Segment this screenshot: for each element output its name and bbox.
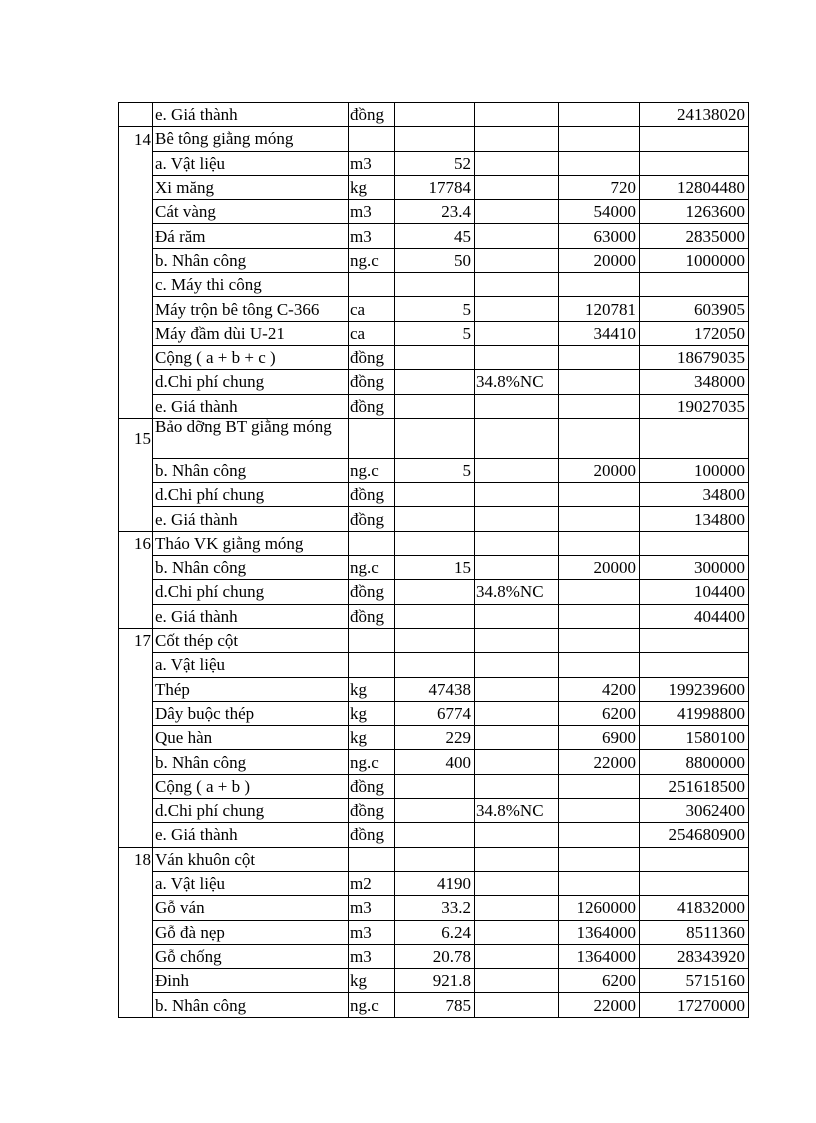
- amount-cell: [640, 127, 749, 151]
- amount-cell: 2835000: [640, 224, 749, 248]
- unit-cell: ng.c: [349, 458, 395, 482]
- item-name-cell: a. Vật liệu: [153, 653, 349, 677]
- amount-cell: [640, 847, 749, 871]
- quantity-cell: 6774: [395, 701, 475, 725]
- unit-cell: ng.c: [349, 993, 395, 1017]
- table-row: [119, 458, 749, 482]
- amount-cell: 172050: [640, 321, 749, 345]
- amount-cell: 104400: [640, 580, 749, 604]
- amount-cell: [640, 653, 749, 677]
- table-row: [119, 248, 749, 272]
- unit-price-cell: [559, 871, 640, 895]
- quantity-cell: [395, 370, 475, 394]
- table-row: [119, 677, 749, 701]
- norm-cell: [475, 944, 559, 968]
- table-row: [119, 151, 749, 175]
- norm-cell: [475, 224, 559, 248]
- norm-cell: [475, 556, 559, 580]
- table-body: [119, 103, 749, 1018]
- item-name-cell: Đá răm: [153, 224, 349, 248]
- table-row: [119, 297, 749, 321]
- item-name-cell: Tháo VK giằng móng: [153, 531, 349, 555]
- norm-cell: 34.8%NC: [475, 799, 559, 823]
- norm-cell: [475, 726, 559, 750]
- amount-cell: 348000: [640, 370, 749, 394]
- unit-cell: ca: [349, 321, 395, 345]
- quantity-cell: [395, 273, 475, 297]
- unit-cell: m2: [349, 871, 395, 895]
- quantity-cell: 33.2: [395, 896, 475, 920]
- unit-price-cell: 1364000: [559, 944, 640, 968]
- item-name-cell: Cát vàng: [153, 200, 349, 224]
- unit-cell: [349, 127, 395, 151]
- item-number-cell: [119, 604, 153, 628]
- table-row: [119, 920, 749, 944]
- table-row: [119, 224, 749, 248]
- item-name-cell: e. Giá thành: [153, 823, 349, 847]
- item-number-cell: [119, 248, 153, 272]
- item-number-cell: [119, 920, 153, 944]
- item-name-cell: Xi măng: [153, 175, 349, 199]
- quantity-cell: 17784: [395, 175, 475, 199]
- quantity-cell: [395, 418, 475, 458]
- norm-cell: [475, 847, 559, 871]
- unit-cell: kg: [349, 701, 395, 725]
- unit-cell: ng.c: [349, 556, 395, 580]
- unit-price-cell: 22000: [559, 993, 640, 1017]
- item-number-cell: [119, 458, 153, 482]
- quantity-cell: 921.8: [395, 969, 475, 993]
- item-name-cell: Gỗ đà nẹp: [153, 920, 349, 944]
- quantity-cell: [395, 628, 475, 652]
- table-row: [119, 993, 749, 1017]
- item-number-cell: [119, 774, 153, 798]
- item-name-cell: Đinh: [153, 969, 349, 993]
- unit-price-cell: [559, 394, 640, 418]
- table-row: [119, 871, 749, 895]
- unit-cell: [349, 847, 395, 871]
- item-number-cell: 16: [119, 531, 153, 555]
- amount-cell: 300000: [640, 556, 749, 580]
- quantity-cell: 47438: [395, 677, 475, 701]
- item-number-cell: [119, 750, 153, 774]
- amount-cell: [640, 273, 749, 297]
- item-name-cell: Que hàn: [153, 726, 349, 750]
- norm-cell: 34.8%NC: [475, 580, 559, 604]
- unit-cell: đồng: [349, 823, 395, 847]
- table-row: [119, 726, 749, 750]
- unit-price-cell: 1260000: [559, 896, 640, 920]
- amount-cell: 41998800: [640, 701, 749, 725]
- amount-cell: 254680900: [640, 823, 749, 847]
- amount-cell: 404400: [640, 604, 749, 628]
- quantity-cell: 5: [395, 458, 475, 482]
- norm-cell: [475, 248, 559, 272]
- table-row: [119, 896, 749, 920]
- table-row: [119, 799, 749, 823]
- item-number-cell: [119, 175, 153, 199]
- item-name-cell: b. Nhân công: [153, 458, 349, 482]
- amount-cell: 34800: [640, 483, 749, 507]
- unit-price-cell: 20000: [559, 458, 640, 482]
- unit-cell: đồng: [349, 394, 395, 418]
- amount-cell: 41832000: [640, 896, 749, 920]
- quantity-cell: [395, 847, 475, 871]
- table-row: [119, 628, 749, 652]
- norm-cell: [475, 103, 559, 127]
- norm-cell: [475, 175, 559, 199]
- unit-price-cell: 34410: [559, 321, 640, 345]
- unit-price-cell: [559, 799, 640, 823]
- unit-cell: ng.c: [349, 750, 395, 774]
- unit-price-cell: [559, 823, 640, 847]
- table-row: [119, 127, 749, 151]
- unit-cell: ng.c: [349, 248, 395, 272]
- amount-cell: 24138020: [640, 103, 749, 127]
- unit-price-cell: [559, 847, 640, 871]
- amount-cell: 1263600: [640, 200, 749, 224]
- item-number-cell: [119, 726, 153, 750]
- table-row: [119, 969, 749, 993]
- quantity-cell: 6.24: [395, 920, 475, 944]
- table-row: [119, 556, 749, 580]
- amount-cell: 199239600: [640, 677, 749, 701]
- norm-cell: [475, 969, 559, 993]
- quantity-cell: 20.78: [395, 944, 475, 968]
- norm-cell: [475, 394, 559, 418]
- norm-cell: [475, 418, 559, 458]
- amount-cell: 17270000: [640, 993, 749, 1017]
- quantity-cell: 45: [395, 224, 475, 248]
- item-number-cell: [119, 297, 153, 321]
- item-number-cell: [119, 151, 153, 175]
- unit-price-cell: 1364000: [559, 920, 640, 944]
- unit-cell: ca: [349, 297, 395, 321]
- item-name-cell: Cốt thép cột: [153, 628, 349, 652]
- item-name-cell: Gỗ chống: [153, 944, 349, 968]
- norm-cell: [475, 920, 559, 944]
- quantity-cell: [395, 507, 475, 531]
- item-name-cell: b. Nhân công: [153, 248, 349, 272]
- item-number-cell: [119, 701, 153, 725]
- unit-price-cell: 6200: [559, 969, 640, 993]
- unit-cell: [349, 628, 395, 652]
- cost-estimate-table: [118, 102, 749, 1018]
- unit-cell: m3: [349, 200, 395, 224]
- norm-cell: [475, 127, 559, 151]
- amount-cell: 19027035: [640, 394, 749, 418]
- table-row: [119, 774, 749, 798]
- item-name-cell: a. Vật liệu: [153, 151, 349, 175]
- table-row: [119, 321, 749, 345]
- amount-cell: [640, 628, 749, 652]
- table-row: [119, 200, 749, 224]
- item-number-cell: [119, 483, 153, 507]
- unit-cell: m3: [349, 920, 395, 944]
- item-name-cell: Thép: [153, 677, 349, 701]
- table-row: [119, 653, 749, 677]
- amount-cell: 1580100: [640, 726, 749, 750]
- unit-price-cell: [559, 653, 640, 677]
- item-name-cell: e. Giá thành: [153, 507, 349, 531]
- unit-price-cell: 6900: [559, 726, 640, 750]
- norm-cell: [475, 871, 559, 895]
- item-name-cell: Cộng ( a + b ): [153, 774, 349, 798]
- unit-cell: kg: [349, 726, 395, 750]
- unit-cell: đồng: [349, 370, 395, 394]
- quantity-cell: 4190: [395, 871, 475, 895]
- norm-cell: [475, 151, 559, 175]
- table-row: [119, 944, 749, 968]
- table-row: [119, 483, 749, 507]
- quantity-cell: 785: [395, 993, 475, 1017]
- unit-price-cell: 63000: [559, 224, 640, 248]
- unit-cell: [349, 273, 395, 297]
- unit-cell: kg: [349, 969, 395, 993]
- quantity-cell: 5: [395, 321, 475, 345]
- norm-cell: [475, 993, 559, 1017]
- unit-price-cell: [559, 370, 640, 394]
- unit-price-cell: [559, 507, 640, 531]
- unit-price-cell: 22000: [559, 750, 640, 774]
- table-row: [119, 103, 749, 127]
- table-row: [119, 418, 749, 458]
- amount-cell: 603905: [640, 297, 749, 321]
- norm-cell: [475, 896, 559, 920]
- table-row: [119, 604, 749, 628]
- unit-cell: đồng: [349, 799, 395, 823]
- unit-price-cell: 120781: [559, 297, 640, 321]
- unit-cell: [349, 653, 395, 677]
- item-number-cell: [119, 507, 153, 531]
- item-number-cell: [119, 394, 153, 418]
- item-number-cell: [119, 896, 153, 920]
- item-name-cell: e. Giá thành: [153, 103, 349, 127]
- item-number-cell: [119, 871, 153, 895]
- unit-cell: [349, 418, 395, 458]
- quantity-cell: [395, 345, 475, 369]
- quantity-cell: [395, 531, 475, 555]
- amount-cell: 8511360: [640, 920, 749, 944]
- amount-cell: 3062400: [640, 799, 749, 823]
- item-number-cell: [119, 200, 153, 224]
- quantity-cell: [395, 823, 475, 847]
- table-row: [119, 531, 749, 555]
- table-row: [119, 370, 749, 394]
- unit-price-cell: 6200: [559, 701, 640, 725]
- item-name-cell: Bảo dỡng BT giằng móng: [153, 418, 349, 458]
- norm-cell: [475, 823, 559, 847]
- norm-cell: [475, 531, 559, 555]
- unit-cell: m3: [349, 944, 395, 968]
- unit-cell: [349, 531, 395, 555]
- quantity-cell: 15: [395, 556, 475, 580]
- quantity-cell: [395, 604, 475, 628]
- unit-cell: đồng: [349, 483, 395, 507]
- unit-price-cell: [559, 483, 640, 507]
- amount-cell: 100000: [640, 458, 749, 482]
- amount-cell: [640, 418, 749, 458]
- item-name-cell: d.Chi phí chung: [153, 370, 349, 394]
- norm-cell: 34.8%NC: [475, 370, 559, 394]
- table-row: [119, 507, 749, 531]
- unit-cell: đồng: [349, 103, 395, 127]
- norm-cell: [475, 750, 559, 774]
- unit-cell: đồng: [349, 507, 395, 531]
- quantity-cell: 52: [395, 151, 475, 175]
- item-name-cell: Ván khuôn cột: [153, 847, 349, 871]
- quantity-cell: 400: [395, 750, 475, 774]
- norm-cell: [475, 483, 559, 507]
- item-name-cell: b. Nhân công: [153, 993, 349, 1017]
- item-number-cell: [119, 823, 153, 847]
- unit-price-cell: 20000: [559, 556, 640, 580]
- norm-cell: [475, 345, 559, 369]
- unit-price-cell: 720: [559, 175, 640, 199]
- item-name-cell: Bê tông giằng móng: [153, 127, 349, 151]
- unit-price-cell: [559, 604, 640, 628]
- table-row: [119, 394, 749, 418]
- item-name-cell: e. Giá thành: [153, 604, 349, 628]
- item-number-cell: [119, 273, 153, 297]
- unit-cell: kg: [349, 175, 395, 199]
- amount-cell: [640, 871, 749, 895]
- table-row: [119, 273, 749, 297]
- table-row: [119, 823, 749, 847]
- quantity-cell: 23.4: [395, 200, 475, 224]
- norm-cell: [475, 604, 559, 628]
- item-number-cell: [119, 969, 153, 993]
- unit-price-cell: [559, 151, 640, 175]
- amount-cell: 12804480: [640, 175, 749, 199]
- unit-price-cell: 54000: [559, 200, 640, 224]
- amount-cell: [640, 531, 749, 555]
- item-name-cell: Máy trộn bê tông C-366: [153, 297, 349, 321]
- norm-cell: [475, 677, 559, 701]
- unit-cell: m3: [349, 151, 395, 175]
- quantity-cell: 50: [395, 248, 475, 272]
- unit-cell: m3: [349, 896, 395, 920]
- item-number-cell: [119, 677, 153, 701]
- amount-cell: 8800000: [640, 750, 749, 774]
- amount-cell: [640, 151, 749, 175]
- quantity-cell: [395, 653, 475, 677]
- table-row: [119, 750, 749, 774]
- item-name-cell: e. Giá thành: [153, 394, 349, 418]
- quantity-cell: [395, 774, 475, 798]
- table-row: [119, 847, 749, 871]
- norm-cell: [475, 653, 559, 677]
- norm-cell: [475, 507, 559, 531]
- unit-price-cell: 4200: [559, 677, 640, 701]
- unit-cell: m3: [349, 224, 395, 248]
- item-name-cell: a. Vật liệu: [153, 871, 349, 895]
- amount-cell: 251618500: [640, 774, 749, 798]
- item-name-cell: Máy đầm dùi U-21: [153, 321, 349, 345]
- unit-price-cell: 20000: [559, 248, 640, 272]
- norm-cell: [475, 458, 559, 482]
- table-row: [119, 701, 749, 725]
- item-number-cell: [119, 370, 153, 394]
- quantity-cell: 229: [395, 726, 475, 750]
- table-row: [119, 345, 749, 369]
- quantity-cell: [395, 580, 475, 604]
- unit-price-cell: [559, 345, 640, 369]
- item-number-cell: 17: [119, 628, 153, 652]
- item-number-cell: 18: [119, 847, 153, 871]
- item-number-cell: [119, 224, 153, 248]
- item-number-cell: [119, 944, 153, 968]
- amount-cell: 1000000: [640, 248, 749, 272]
- unit-cell: đồng: [349, 774, 395, 798]
- item-name-cell: d.Chi phí chung: [153, 799, 349, 823]
- norm-cell: [475, 628, 559, 652]
- item-name-cell: b. Nhân công: [153, 556, 349, 580]
- amount-cell: 28343920: [640, 944, 749, 968]
- item-number-cell: [119, 993, 153, 1017]
- quantity-cell: [395, 103, 475, 127]
- unit-price-cell: [559, 628, 640, 652]
- unit-price-cell: [559, 418, 640, 458]
- item-name-cell: Cộng ( a + b + c ): [153, 345, 349, 369]
- unit-cell: kg: [349, 677, 395, 701]
- unit-cell: đồng: [349, 345, 395, 369]
- unit-cell: đồng: [349, 580, 395, 604]
- unit-price-cell: [559, 103, 640, 127]
- item-number-cell: [119, 103, 153, 127]
- unit-price-cell: [559, 580, 640, 604]
- item-name-cell: b. Nhân công: [153, 750, 349, 774]
- item-number-cell: 15: [119, 418, 153, 458]
- norm-cell: [475, 701, 559, 725]
- item-name-cell: c. Máy thi công: [153, 273, 349, 297]
- norm-cell: [475, 200, 559, 224]
- unit-price-cell: [559, 127, 640, 151]
- item-number-cell: [119, 556, 153, 580]
- unit-price-cell: [559, 273, 640, 297]
- item-number-cell: [119, 580, 153, 604]
- item-number-cell: 14: [119, 127, 153, 151]
- unit-price-cell: [559, 531, 640, 555]
- unit-price-cell: [559, 774, 640, 798]
- amount-cell: 18679035: [640, 345, 749, 369]
- item-name-cell: Dây buộc thép: [153, 701, 349, 725]
- item-name-cell: d.Chi phí chung: [153, 483, 349, 507]
- quantity-cell: [395, 394, 475, 418]
- item-number-cell: [119, 345, 153, 369]
- norm-cell: [475, 321, 559, 345]
- amount-cell: 5715160: [640, 969, 749, 993]
- norm-cell: [475, 273, 559, 297]
- item-name-cell: d.Chi phí chung: [153, 580, 349, 604]
- quantity-cell: 5: [395, 297, 475, 321]
- unit-cell: đồng: [349, 604, 395, 628]
- item-name-cell: Gỗ ván: [153, 896, 349, 920]
- norm-cell: [475, 774, 559, 798]
- amount-cell: 134800: [640, 507, 749, 531]
- norm-cell: [475, 297, 559, 321]
- table-row: [119, 580, 749, 604]
- quantity-cell: [395, 483, 475, 507]
- quantity-cell: [395, 127, 475, 151]
- quantity-cell: [395, 799, 475, 823]
- item-number-cell: [119, 321, 153, 345]
- table-row: [119, 175, 749, 199]
- item-number-cell: [119, 799, 153, 823]
- item-number-cell: [119, 653, 153, 677]
